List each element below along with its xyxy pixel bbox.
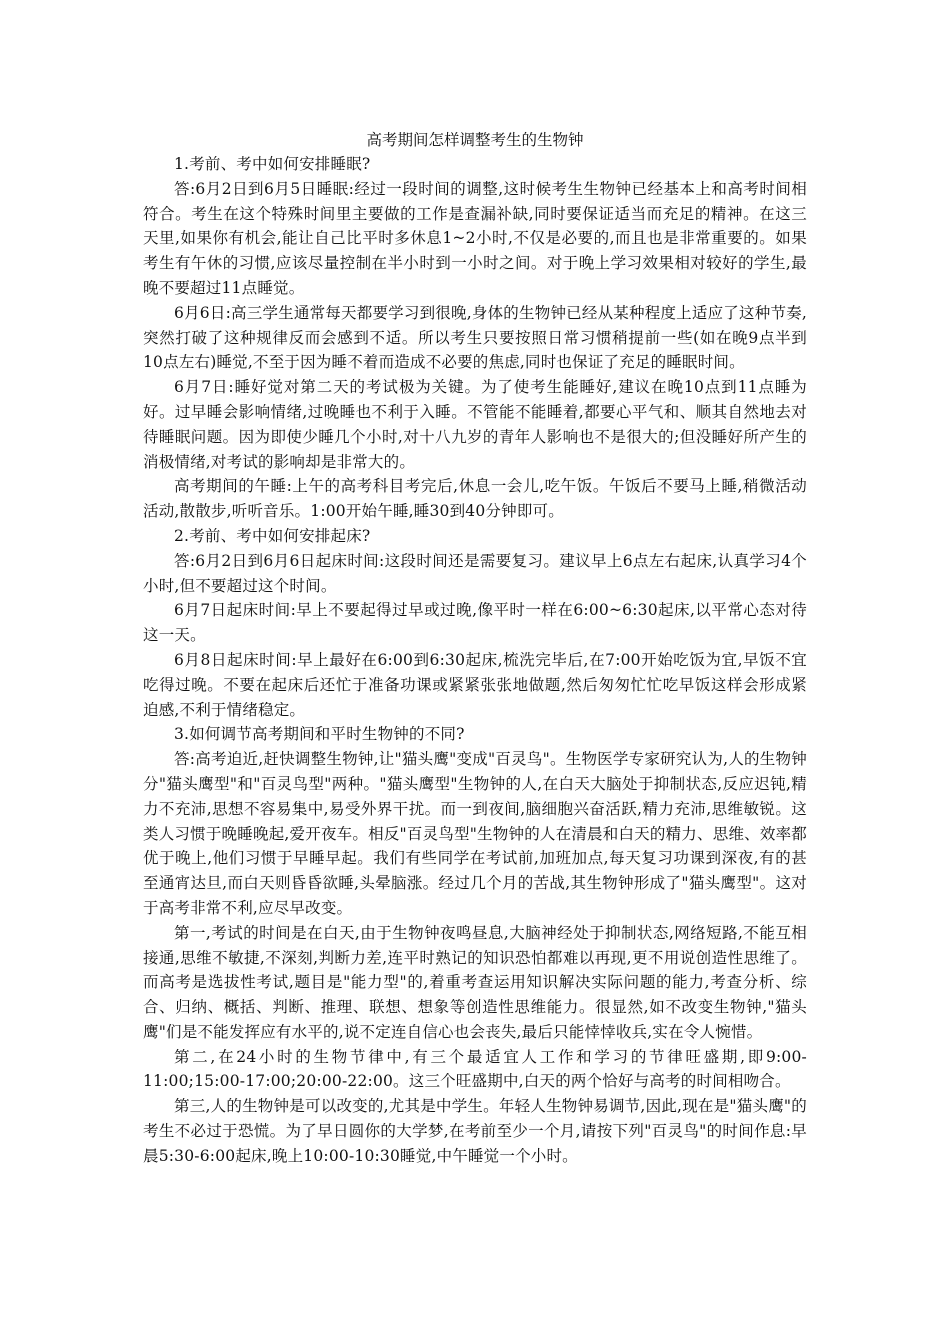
document-page (143, 128, 807, 1169)
question-heading-3: 3.如何调节高考期间和平时生物钟的不同? (174, 725, 465, 744)
paragraph: 6月7日起床时间:早上不要起得过早或过晚,像平时一样在6:00~6:30起床,以平常心态对待这一天。 (143, 601, 807, 645)
paragraph: 第三,人的生物钟是可以改变的,尤其是中学生。年轻人生物钟易调节,因此,现在是"猫头鹰"的考生不必过于恐慌。为了早日圆你的大学梦,在考前至少一个月,请按下列"百灵鸟"的时间作息:早晨5:30-6:00起床,晚上10:00-10:30睡觉,中午睡觉一个小时。 (143, 1097, 807, 1165)
paragraph: 第二,在24小时的生物节律中,有三个最适宜人工作和学习的节律旺盛期,即9:00-11:00;15:00-17:00;20:00-22:00。这三个旺盛期中,白天的两个恰好与高考的时间相吻合。 (143, 1047, 807, 1091)
paragraph: 答:高考迫近,赶快调整生物钟,让"猫头鹰"变成"百灵鸟"。生物医学专家研究认为,人的生物钟分"猫头鹰型"和"百灵鸟型"两种。"猫头鹰型"生物钟的人,在白天大脑处于抑制状态,反应迟钝,精力不充沛,思想不容易集中,易受外界干扰。而一到夜间,脑细胞兴奋活跃,精力充沛,思维敏锐。这类人习惯于晚睡晚起,爱开夜车。相反"百灵鸟型"生物钟的人在清晨和白天的精力、思维、效率都优于晚上,他们习惯于早睡早起。我们有些同学在考试前,加班加点,每天复习功课到深夜,有的甚至通宵达旦,而白天则昏昏欲睡,头晕脑涨。经过几个月的苦战,其生物钟形成了"猫头鹰型"。这对于高考非常不利,应尽早改变。 (143, 750, 807, 917)
paragraph: 答:6月2日到6月6日起床时间:这段时间还是需要复习。建议早上6点左右起床,认真学习4个小时,但不要超过这个时间。 (143, 551, 807, 595)
question-heading-2: 2.考前、考中如何安排起床? (174, 526, 371, 545)
document-title: 高考期间怎样调整考生的生物钟 (366, 131, 584, 149)
paragraph: 6月7日:睡好觉对第二天的考试极为关键。为了使考生能睡好,建议在晚10点到11点睡为好。过早睡会影响情绪,过晚睡也不利于入睡。不管能不能睡着,都要心平气和、顺其自然地去对待睡眠问题。因为即使少睡几个小时,对十八九岁的青年人影响也不是很大的;但没睡好所产生的消极情绪,对考试的影响却是非常大的。 (143, 378, 807, 471)
paragraph: 6月6日:高三学生通常每天都要学习到很晚,身体的生物钟已经从某种程度上适应了这种节奏,突然打破了这种规律反而会感到不适。所以考生只要按照日常习惯稍提前一些(如在晚9点半到10点左右)睡觉,不至于因为睡不着而造成不必要的焦虑,同时也保证了充足的睡眠时间。 (143, 303, 807, 372)
paragraph: 6月8日起床时间:早上最好在6:00到6:30起床,梳洗完毕后,在7:00开始吃饭为宜,早饭不宜吃得过晚。不要在起床后还忙于准备功课或紧紧张张地做题,然后匆匆忙忙吃早饭这样会形成紧迫感,不利于情绪稳定。 (143, 650, 807, 719)
question-heading-1: 1.考前、考中如何安排睡眠? (174, 155, 371, 173)
paragraph: 第一,考试的时间是在白天,由于生物钟夜鸣昼息,大脑神经处于抑制状态,网络短路,不能互相接通,思维不敏捷,不深刻,判断力差,连平时熟记的知识恐怕都难以再现,更不用说创造性思维了。而高考是选拔性考试,题目是"能力型"的,着重考查运用知识解决实际问题的能力,考查分析、综合、归纳、概括、判断、推理、联想、想象等创造性思维能力。很显然,如不改变生物钟,"猫头鹰"们是不能发挥应有水平的,说不定连自信心也会丧失,最后只能悻悻收兵,实在令人惋惜。 (143, 923, 807, 1041)
paragraph: 高考期间的午睡:上午的高考科目考完后,休息一会儿,吃午饭。午饭后不要马上睡,稍微活动活动,散散步,听听音乐。1:00开始午睡,睡30到40分钟即可。 (143, 477, 807, 521)
paragraph: 答:6月2日到6月5日睡眠:经过一段时间的调整,这时候考生生物钟已经基本上和高考时间相符合。考生在这个特殊时间里主要做的工作是查漏补缺,同时要保证适当而充足的精神。在这三天里,如果你有机会,能让自己比平时多休息1~2小时,不仅是必要的,而且也是非常重要的。如果考生有午休的习惯,应该尽量控制在半小时到一小时之间。对于晚上学习效果相对较好的学生,最晚不要超过11点睡觉。 (143, 179, 807, 297)
